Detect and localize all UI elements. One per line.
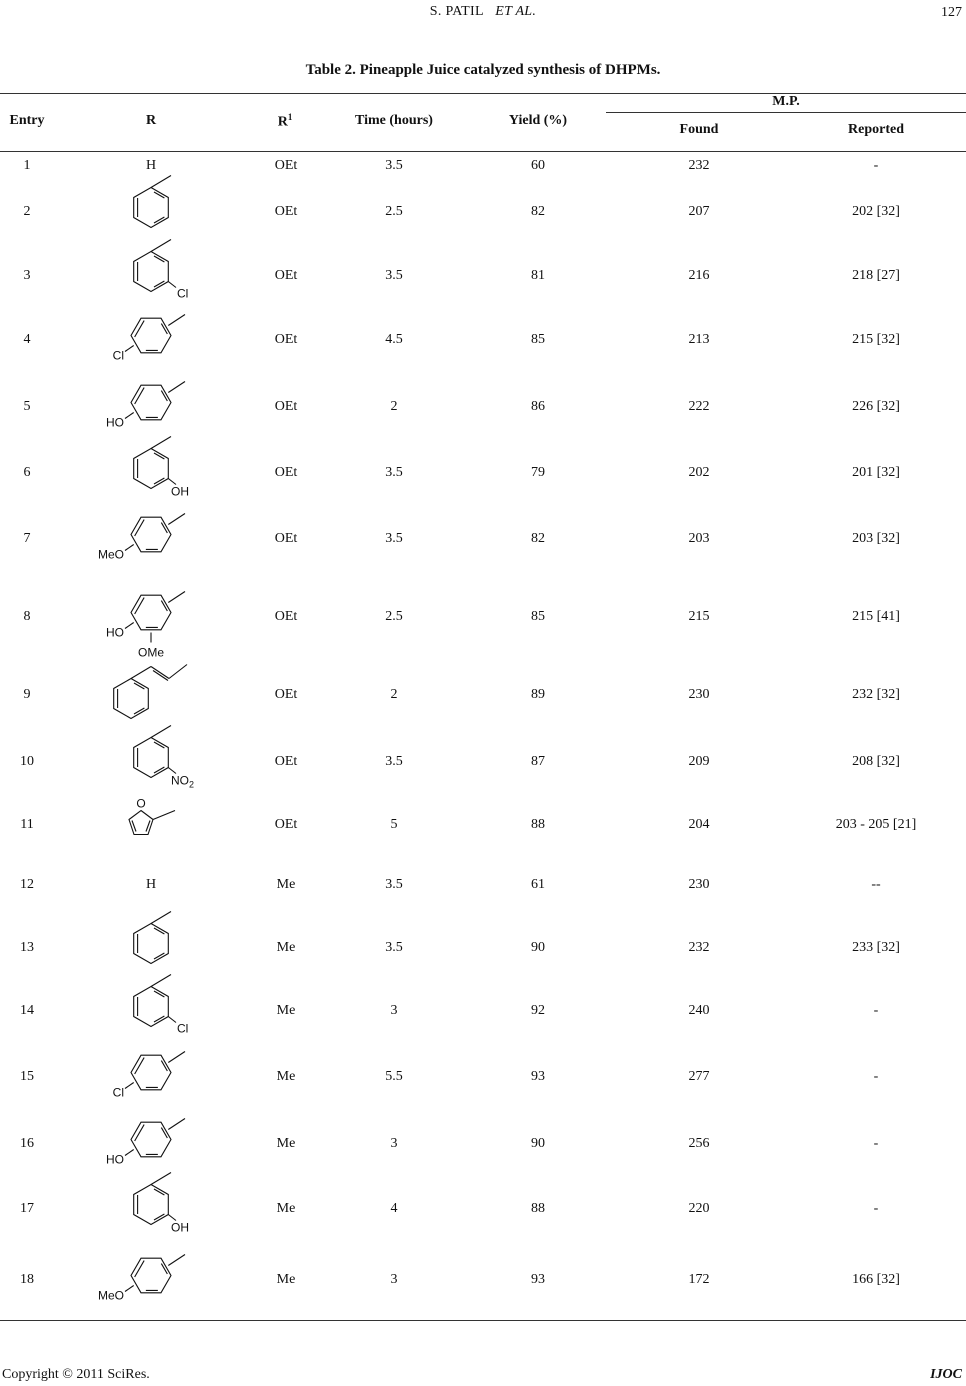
cell-reported: -: [873, 1003, 879, 1018]
cell-time: 2.5: [385, 204, 403, 219]
cell-time: 3.5: [385, 158, 403, 173]
cell-reported: 201 [32]: [852, 465, 900, 480]
cell-time: 3.5: [385, 465, 403, 480]
cell-r1: OEt: [274, 465, 298, 480]
cell-reported: 203 - 205 [21]: [835, 817, 917, 832]
svg-text:Cl: Cl: [112, 1085, 124, 1100]
cell-yield: 85: [531, 332, 545, 347]
4-chlorophenyl-structure-icon: [91, 1038, 211, 1113]
cell-r1: OEt: [274, 399, 298, 414]
cell-yield: 61: [531, 877, 545, 892]
cell-reported: 233 [32]: [852, 940, 900, 955]
cell-r1: Me: [276, 1003, 296, 1018]
cell-yield: 81: [531, 268, 545, 283]
cell-found: 220: [688, 1201, 710, 1216]
page-number: 127: [941, 5, 962, 20]
cell-found: 230: [688, 687, 710, 702]
cell-entry: 18: [20, 1272, 34, 1287]
header-r1: [278, 112, 293, 131]
svg-text:OH: OH: [171, 1220, 189, 1235]
cell-time: 2.5: [385, 609, 403, 624]
cell-r1: OEt: [274, 332, 298, 347]
header-yield: Yield (%): [508, 113, 568, 128]
footer-copyright: Copyright © 2011 SciRes.: [2, 1367, 150, 1382]
4-methoxyphenyl-structure-icon: [91, 1241, 211, 1316]
cell-yield: 89: [531, 687, 545, 702]
cell-reported: 218 [27]: [852, 268, 900, 283]
4-hydroxy-3-methoxyphenyl-structure-icon: [91, 578, 211, 660]
cell-entry: 15: [20, 1069, 34, 1084]
header-time: Time (hours): [355, 113, 433, 128]
cell-time: 5: [390, 817, 398, 832]
svg-text:OMe: OMe: [137, 645, 165, 660]
cell-time: 2: [390, 399, 398, 414]
cell-r: H: [145, 877, 157, 892]
cell-reported: 215 [41]: [852, 609, 900, 624]
cell-yield: 93: [531, 1272, 545, 1287]
svg-text:Cl: Cl: [177, 1021, 189, 1036]
authors-et-al: ET AL.: [495, 4, 537, 19]
table-top-rule: [0, 93, 966, 94]
cell-yield: 90: [531, 940, 545, 955]
cell-yield: 82: [531, 531, 545, 546]
cell-found: 240: [688, 1003, 710, 1018]
cell-r1: OEt: [274, 268, 298, 283]
cell-entry: 11: [20, 817, 34, 832]
svg-text:MeO: MeO: [97, 1288, 124, 1303]
header-mp: M.P.: [772, 94, 800, 109]
cell-r1: OEt: [274, 754, 298, 769]
cell-r1: OEt: [274, 158, 298, 173]
2-furyl-structure-icon: [91, 786, 211, 861]
header-r1-superscript: 1: [287, 112, 293, 122]
cell-r1: OEt: [274, 531, 298, 546]
cell-found: 222: [688, 399, 710, 414]
cell-found: 172: [688, 1272, 710, 1287]
4-hydroxyphenyl-structure-icon: [91, 1105, 211, 1180]
cell-yield: 82: [531, 204, 545, 219]
footer-journal: IJOC: [930, 1367, 962, 1382]
2-hydroxyphenyl-structure-icon: [91, 1170, 211, 1245]
svg-text:NO2: $NO_2$: [171, 773, 195, 790]
header-reported: Reported: [848, 122, 904, 137]
cell-found: 209: [688, 754, 710, 769]
cell-time: 3.5: [385, 268, 403, 283]
4-chlorophenyl-structure-icon: [91, 301, 211, 376]
cell-found: 215: [688, 609, 710, 624]
cell-reported: -: [873, 1201, 879, 1216]
cell-found: 202: [688, 465, 710, 480]
table-bottom-rule: [0, 1320, 966, 1321]
cell-reported: 226 [32]: [852, 399, 900, 414]
4-methoxyphenyl-structure-icon: [91, 500, 211, 575]
cell-entry: 13: [20, 940, 34, 955]
table-title: Table 2. Pineapple Juice catalyzed synthesis of DHPMs.: [305, 62, 661, 78]
cell-yield: 86: [531, 399, 545, 414]
cell-time: 3.5: [385, 877, 403, 892]
cell-r1: OEt: [274, 609, 298, 624]
cell-entry: 7: [23, 531, 31, 546]
cell-yield: 93: [531, 1069, 545, 1084]
cell-entry: 5: [23, 399, 31, 414]
4-hydroxyphenyl-structure-icon: [91, 368, 211, 443]
cell-yield: 92: [531, 1003, 545, 1018]
cell-r1: Me: [276, 877, 296, 892]
cell-r1: Me: [276, 1069, 296, 1084]
cell-found: 207: [688, 204, 710, 219]
styryl-structure-icon: [91, 656, 211, 731]
2-hydroxyphenyl-structure-icon: [91, 434, 211, 509]
cell-r1: OEt: [274, 687, 298, 702]
cell-entry: 17: [20, 1201, 34, 1216]
svg-text:OH: OH: [171, 484, 189, 499]
cell-time: 3.5: [385, 531, 403, 546]
cell-entry: 9: [23, 687, 31, 702]
cell-r1: Me: [276, 1201, 296, 1216]
cell-entry: 4: [23, 332, 31, 347]
cell-found: 232: [688, 158, 710, 173]
svg-text:HO: HO: [106, 1152, 124, 1167]
cell-reported: 208 [32]: [852, 754, 900, 769]
cell-found: 232: [688, 940, 710, 955]
cell-yield: 79: [531, 465, 545, 480]
cell-found: 230: [688, 877, 710, 892]
cell-found: 204: [688, 817, 710, 832]
svg-text:Cl: Cl: [112, 348, 124, 363]
cell-found: 203: [688, 531, 710, 546]
mp-subheader-rule: [606, 112, 966, 113]
cell-entry: 12: [20, 877, 34, 892]
cell-time: 3.5: [385, 940, 403, 955]
svg-text:Cl: Cl: [177, 286, 189, 301]
header-entry: Entry: [9, 113, 45, 128]
cell-time: 3: [390, 1136, 398, 1151]
2-chlorophenyl-structure-icon: [91, 972, 211, 1047]
cell-found: 216: [688, 268, 710, 283]
cell-time: 3: [390, 1272, 398, 1287]
cell-yield: 90: [531, 1136, 545, 1151]
cell-reported: 203 [32]: [852, 531, 900, 546]
cell-yield: 85: [531, 609, 545, 624]
svg-text:HO: HO: [106, 625, 124, 640]
cell-time: 4: [390, 1201, 398, 1216]
cell-r1: Me: [276, 940, 296, 955]
table-header-rule: [0, 151, 966, 152]
cell-entry: 1: [23, 158, 31, 173]
cell-time: 4.5: [385, 332, 403, 347]
cell-yield: 88: [531, 1201, 545, 1216]
cell-found: 213: [688, 332, 710, 347]
cell-yield: 60: [531, 158, 545, 173]
cell-r1: OEt: [274, 204, 298, 219]
header-r: R: [145, 113, 157, 128]
svg-text:O: O: [136, 796, 146, 811]
cell-r1: Me: [276, 1272, 296, 1287]
cell-entry: 8: [23, 609, 31, 624]
cell-reported: 166 [32]: [852, 1272, 900, 1287]
cell-entry: 2: [23, 204, 31, 219]
svg-text:MeO: MeO: [97, 547, 124, 562]
cell-entry: 14: [20, 1003, 34, 1018]
header-r1-label: R: [277, 114, 288, 130]
cell-reported: 202 [32]: [852, 204, 900, 219]
cell-reported: -: [873, 158, 879, 173]
cell-entry: 16: [20, 1136, 34, 1151]
cell-found: 277: [688, 1069, 710, 1084]
cell-entry: 6: [23, 465, 31, 480]
cell-time: 5.5: [385, 1069, 403, 1084]
running-head-authors: [0, 4, 966, 20]
cell-yield: 87: [531, 754, 545, 769]
authors-main: S. PATIL: [429, 4, 484, 19]
cell-entry: 10: [20, 754, 34, 769]
svg-text:HO: HO: [106, 415, 124, 430]
cell-yield: 88: [531, 817, 545, 832]
cell-time: 3.5: [385, 754, 403, 769]
cell-reported: -: [873, 1069, 879, 1084]
cell-reported: --: [871, 877, 881, 892]
cell-r: H: [145, 158, 157, 173]
cell-found: 256: [688, 1136, 710, 1151]
cell-reported: -: [873, 1136, 879, 1151]
cell-time: 2: [390, 687, 398, 702]
header-found: Found: [679, 122, 719, 137]
page-header: [0, 4, 966, 24]
cell-r1: OEt: [274, 817, 298, 832]
cell-reported: 232 [32]: [852, 687, 900, 702]
cell-time: 3: [390, 1003, 398, 1018]
cell-entry: 3: [23, 268, 31, 283]
cell-reported: 215 [32]: [852, 332, 900, 347]
cell-r1: Me: [276, 1136, 296, 1151]
